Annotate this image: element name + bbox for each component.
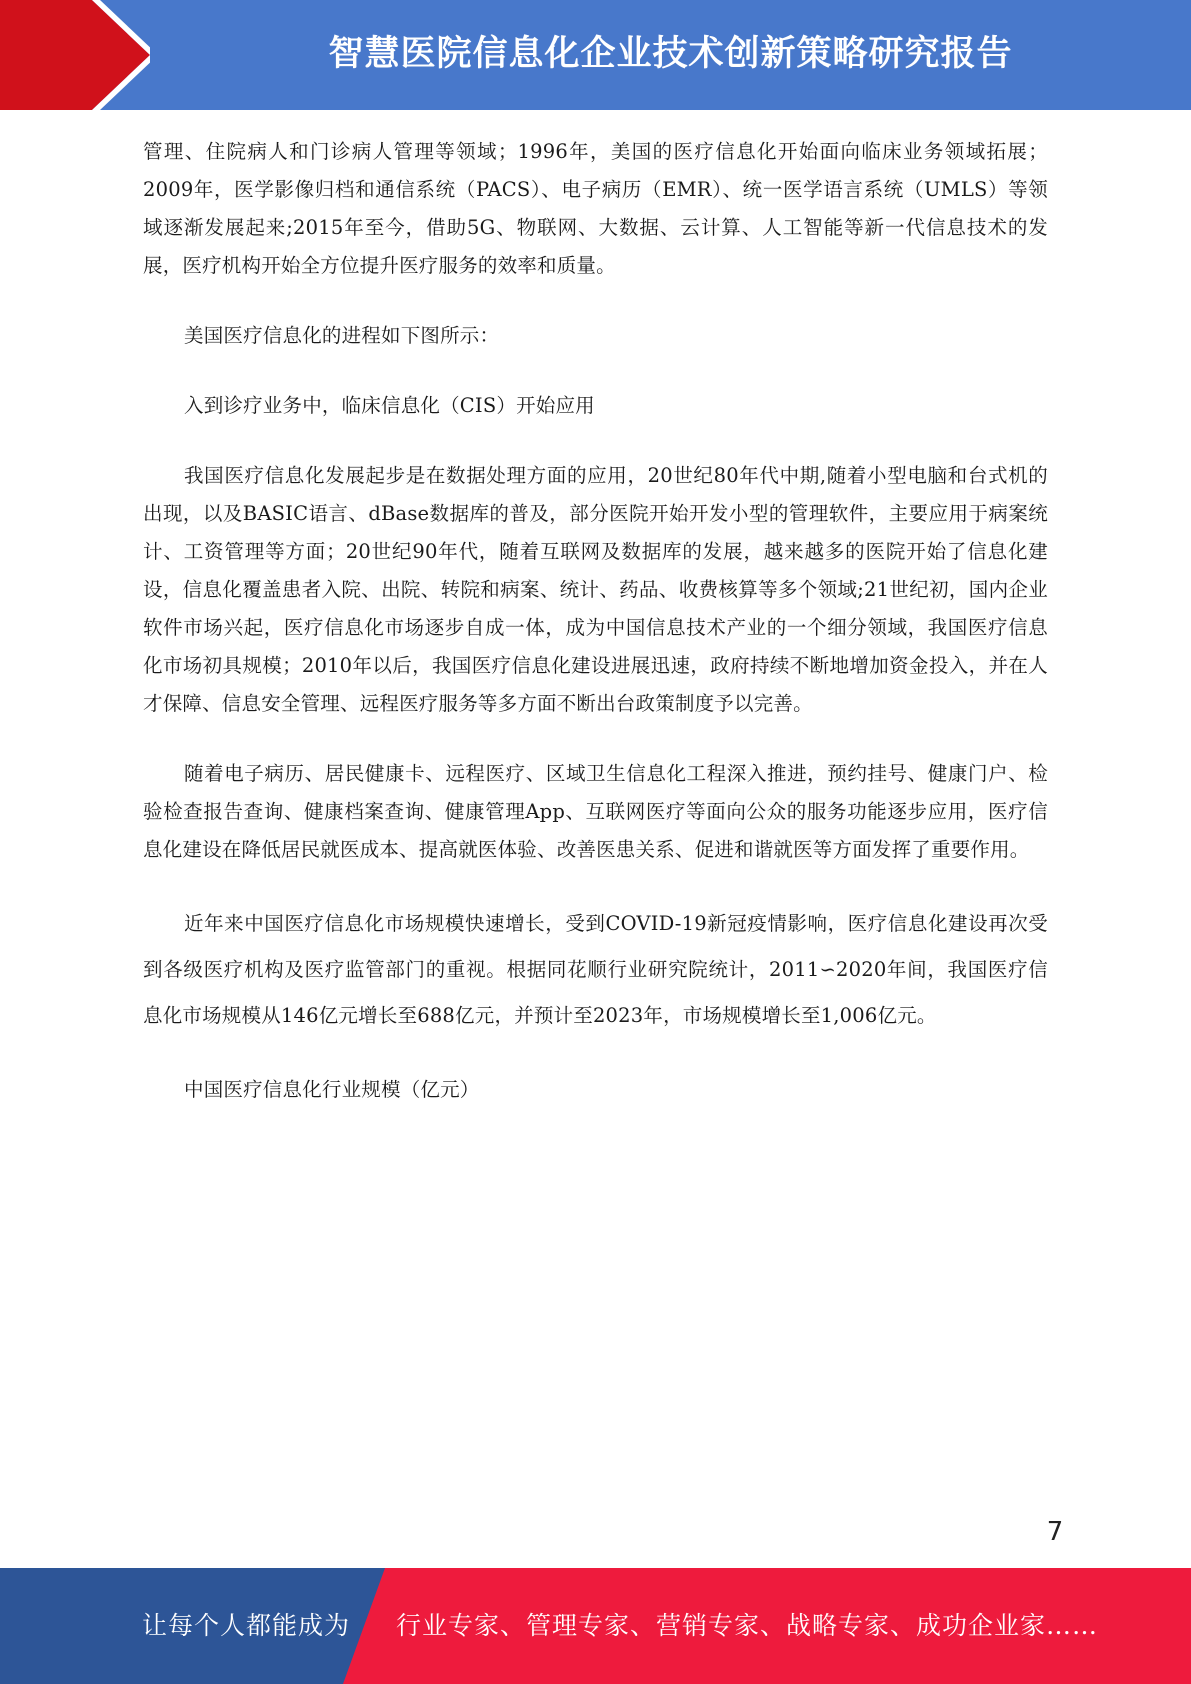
page-header: [0, 0, 1191, 110]
paragraph-china-history: 我国医疗信息化发展起步是在数据处理方面的应用，20世纪80年代中期,随着小型电脑和台式机的出现，以及BASIC语言、dBase数据库的普及，部分医院开始开发小型的管理软件，主要应用于病案统计、工资管理等方面；20世纪90年代，随着互联网及数据库的发展，越来越多的医院开始了信息化建设，信息化覆盖患者入院、出院、转院和病案、统计、药品、收费核算等多个领域;21世纪初，国内企业软件市场兴起，医疗信息化市场逐步自成一体，成为中国信息技术产业的一个细分领域，我国医疗信息化市场初具规模；2010年以后，我国医疗信息化建设进展迅速，政府持续不断地增加资金投入，并在人才保障、信息安全管理、远程医疗服务等多方面不断出台政策制度予以完善。: [143, 464, 1048, 715]
paragraph-cis-fragment: 入到诊疗业务中，临床信息化（CIS）开始应用: [184, 394, 595, 417]
paragraph-us-history: 管理、住院病人和门诊病人管理等领域；1996年，美国的医疗信息化开始面向临床业务领域拓展；2009年，医学影像归档和通信系统（PACS）、电子病历（EMR）、统一医学语言系统（UMLS）等领域逐渐发展起来;2015年至今，借助5G、物联网、大数据、云计算、人工智能等新一代信息技术的发展，医疗机构开始全方位提升医疗服务的效率和质量。: [143, 140, 1048, 277]
page-number: 7: [1046, 1517, 1064, 1547]
chart-caption: 中国医疗信息化行业规模（亿元）: [184, 1078, 480, 1101]
header-chevron-decoration: [0, 0, 150, 110]
document-body: [143, 133, 1048, 1141]
footer-slogan-left: 让每个人都能成为: [142, 1611, 351, 1640]
paragraph-us-figure-caption: 美国医疗信息化的进程如下图所示：: [184, 324, 500, 347]
paragraph-market-size: 近年来中国医疗信息化市场规模快速增长，受到COVID-19新冠疫情影响，医疗信息化建设再次受到各级医疗机构及医疗监管部门的重视。根据同花顺行业研究院统计，2011∽2020年间，我国医疗信息化市场规模从146亿元增长至688亿元，并预计至2023年，市场规模增长至1,006亿元。: [143, 912, 1048, 1027]
report-title: 智慧医院信息化企业技术创新策略研究报告: [328, 34, 1013, 74]
footer-slogan-right: 行业专家、管理专家、营销专家、战略专家、成功企业家……: [396, 1611, 1099, 1640]
paragraph-services: 随着电子病历、居民健康卡、远程医疗、区域卫生信息化工程深入推进，预约挂号、健康门户、检验检查报告查询、健康档案查询、健康管理App、互联网医疗等面向公众的服务功能逐步应用，医疗信息化建设在降低居民就医成本、提高就医体验、改善医患关系、促进和谐就医等方面发挥了重要作用。: [143, 762, 1048, 861]
page-footer: [0, 1568, 1191, 1684]
